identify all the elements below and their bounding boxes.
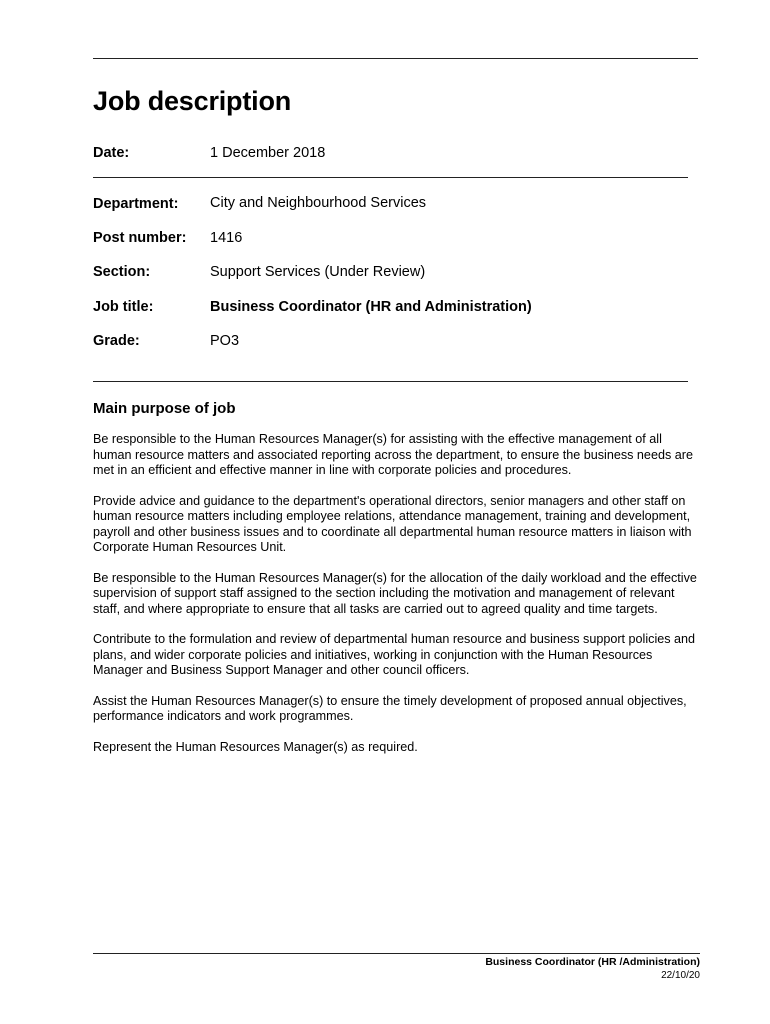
page-title: Job description [93,86,292,116]
section-value: Support Services (Under Review) [210,264,426,280]
purpose-paragraph: Be responsible to the Human Resources Manager(s) for the allocation of the daily workload and the effective supervision of support staff assigned to the section including the motivation and management of relevant staff, and where appropriate to ensure that all tasks are carried out to agreed quality and time targets. [93,570,697,616]
purpose-paragraph: Provide advice and guidance to the department's operational directors, senior managers and other staff on human resource matters including employee relations, attendance management, training and development, payroll and other business issues and to coordinate all departmental human resource matters in liaison with Corporate Human Resources Unit. [93,493,692,554]
purpose-paragraph: Represent the Human Resources Manager(s) as required. [93,739,418,754]
post-number-label: Post number: [93,230,187,246]
job-title-value: Business Coordinator (HR and Administration) [210,299,532,315]
date-label: Date: [93,145,130,161]
section-label: Section: [93,264,151,280]
post-number-value: 1416 [210,230,243,246]
job-title-label: Job title: [93,299,154,315]
purpose-paragraph: Contribute to the formulation and review of departmental human resource and business support policies and plans, and wider corporate policies and initiatives, working in conjunction with the Human Resources Manager and Business Support Manager and other council officers. [93,632,696,677]
footer-job-title: Business Coordinator (HR /Administration) [485,956,700,968]
footer-date: 22/10/20 [661,970,700,981]
date-value: 1 December 2018 [210,145,326,161]
fields-divider [93,381,688,382]
purpose-paragraph: Be responsible to the Human Resources Manager(s) for assisting with the effective management of all human resource matters and associated reporting across the department, to ensure the business needs are met in an efficient and effective manner in line with corporate policies and procedures. [93,432,693,477]
grade-label: Grade: [93,333,140,349]
top-rule [93,58,698,59]
header-divider [93,177,688,178]
grade-value: PO3 [210,333,240,349]
footer-rule [93,953,700,954]
purpose-paragraph: Assist the Human Resources Manager(s) to ensure the timely development of proposed annual objectives, performance indicators and work programmes. [93,693,687,723]
department-label: Department: [93,196,179,212]
department-value: City and Neighbourhood Services [210,195,427,211]
main-purpose-heading: Main purpose of job [93,400,236,417]
main-purpose-body [93,432,699,770]
